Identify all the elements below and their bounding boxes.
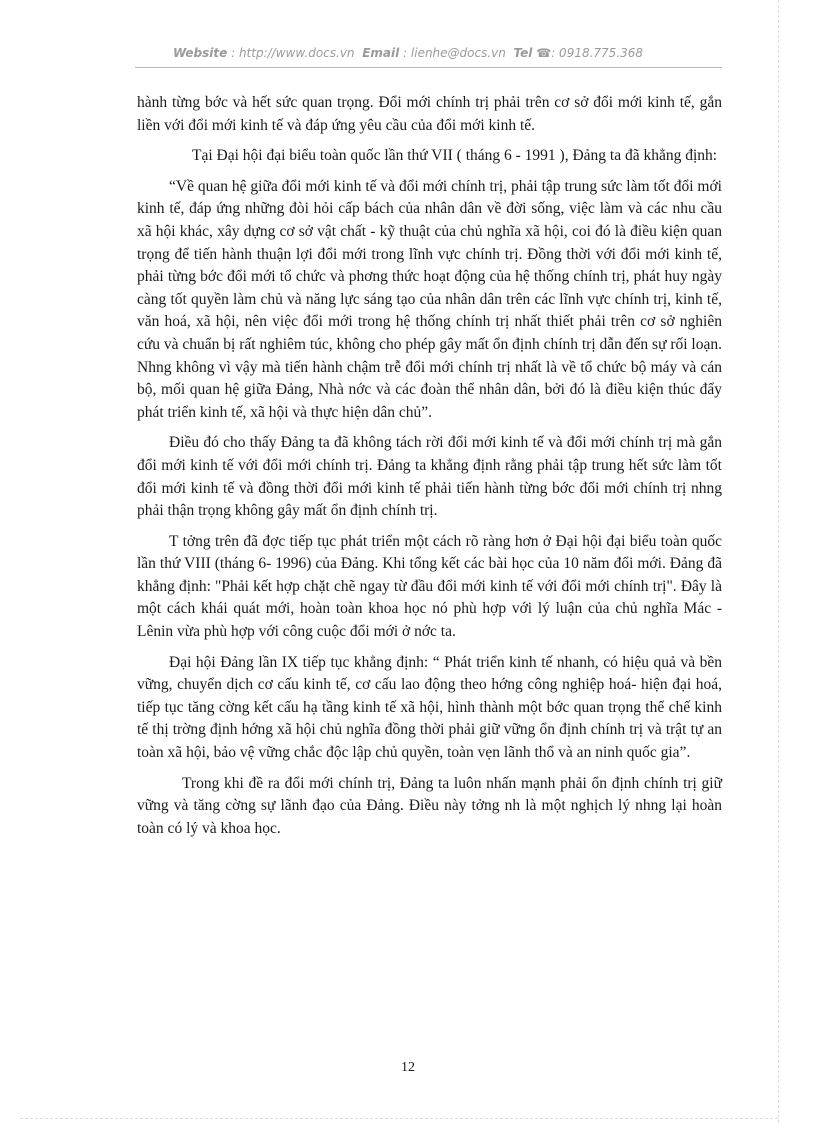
paragraph-1: hành từng bớc và hết sức quan trọng. Đổi mới chính trị phải trên cơ sở đổi mới kinh tế, gắn liền với đổi mới kinh tế và đáp ứng yêu cầu của đổi mới kinh tế.: [137, 94, 722, 134]
header-tel-value: : 0918.775.368: [551, 46, 644, 60]
header-email-value: : lienhe@docs.vn: [403, 46, 506, 60]
page-number: 12: [401, 1060, 415, 1075]
header-website-label: Website: [172, 46, 228, 60]
header-tel-label: Tel: [513, 46, 533, 60]
document-body: [137, 92, 722, 848]
phone-icon: ☎: [536, 46, 552, 60]
paragraph-3-quote: “Về quan hệ giữa đổi mới kinh tế và đổi mới chính trị, phải tập trung sức làm tốt đổi mới kinh tế, đáp ứng những đòi hỏi cấp bách của nhân dân về đời sống, việc làm và các nhu cầu xã hội khác, xây dựng cơ sở vật chất - kỹ thuật của chủ nghĩa xã hội, coi đó là điều kiện quan trọng để tiến hành thuận lợi đổi mới trong lĩnh vực chính trị. Đồng thời với đổi mới kinh tế, phải từng bớc đổi mới tổ chức và phơng thức hoạt động của hệ thống chính trị, phát huy ngày càng tốt quyền làm chủ và năng lực sáng tạo của nhân dân trên các lĩnh vực chính trị, kinh tế, văn hoá, xã hội, nên việc đổi mới trong hệ thống chính trị nhất thiết phải trên cơ sở nghiên cứu và chuẩn bị rất nghiêm túc, không cho phép gây mất ổn định chính trị dẫn đến sự rối loạn. Nhng không vì vậy mà tiến hành chậm trễ đổi mới chính trị nhất là về tổ chức bộ máy và cán bộ, mối quan hệ giữa Đảng, Nhà nớc và các đoàn thể nhân dân, bởi đó là điều kiện thúc đẩy phát triển kinh tế, xã hội và thực hiện dân chủ”.: [137, 177, 722, 421]
header-email-label: Email: [362, 46, 400, 60]
page-edge-bottom: [20, 1118, 778, 1119]
paragraph-6: Đại hội Đảng lần IX tiếp tục khẳng định: “ Phát triển kinh tế nhanh, có hiệu quả và bền vững, chuyển dịch cơ cấu kinh tế, cơ cấu lao động theo hớng công nghiệp hoá- hiện đại hoá, tiếp tục tăng cờng kết cấu hạ tầng kinh tế xã hội, hình thành một bớc quan trọng thể chế kinh tế thị trờng định hớng xã hội chủ nghĩa đồng thời phải giữ vững ổn định chính trị và trật tự an toàn xã hội, bảo vệ vững chắc độc lập chủ quyền, toàn vẹn lãnh thổ và an ninh quốc gia”.: [137, 653, 722, 762]
paragraph-2: Tại Đại hội đại biểu toàn quốc lần thứ VII ( tháng 6 - 1991 ), Đảng ta đã khẳng định:: [192, 147, 718, 165]
page-edge-right: [778, 0, 779, 1123]
paragraph-5: T tởng trên đã đợc tiếp tục phát triển một cách rõ ràng hơn ở Đại hội đại biểu toàn quốc lần thứ VIII (tháng 6- 1996) của Đảng. Khi tổng kết các bài học của 10 năm đổi mới. Đảng đã khẳng định: "Phải kết hợp chặt chẽ ngay từ đầu đổi mới kinh tế với đổi mới chính trị". Đây là một cách khái quát mới, hoàn toàn khoa học nó phù hợp với lý luận của chủ nghĩa Mác - Lênin vừa phù hợp với công cuộc đổi mới ở nớc ta.: [137, 532, 722, 641]
header-website-value: : http://www.docs.vn: [231, 46, 355, 60]
page-header: [0, 46, 816, 60]
header-divider: [135, 67, 722, 68]
paragraph-7: Trong khi đề ra đổi mới chính trị, Đảng ta luôn nhấn mạnh phải ổn định chính trị giữ vững và tăng cờng sự lãnh đạo của Đảng. Điều này tởng nh là một nghịch lý nhng lại hoàn toàn có lý và khoa học.: [137, 774, 722, 837]
paragraph-4: Điều đó cho thấy Đảng ta đã không tách rời đổi mới kinh tế và đổi mới chính trị mà gắn đổi mới kinh tế với đổi mới chính trị. Đảng ta khẳng định rằng phải tập trung hết sức làm tốt đổi mới kinh tế và đồng thời đổi mới kinh tế phải tiến hành từng bớc đổi mới chính trị nhng phải thận trọng không gây mất ổn định chính trị.: [137, 434, 722, 520]
